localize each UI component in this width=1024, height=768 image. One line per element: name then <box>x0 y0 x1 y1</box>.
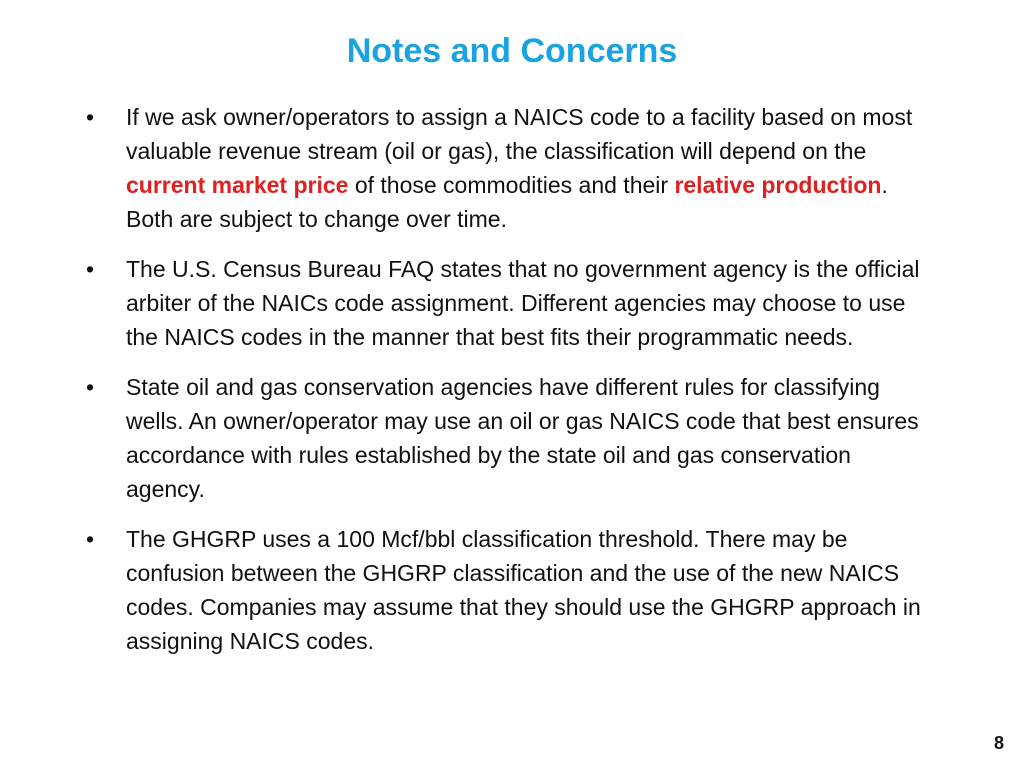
bullet-item <box>86 100 936 236</box>
highlight-current-market-price: current market price <box>126 172 349 198</box>
bullet-text-segment: State oil and gas conservation agencies have different rules for classifying wells. An owner/operator may use an oil or gas NAICS code that best ensures accordance with rules established by the state oil and gas conservation agency. <box>126 374 919 502</box>
bullet-icon: • <box>86 104 95 130</box>
bullet-icon: • <box>86 526 95 552</box>
bullet-item <box>86 370 936 506</box>
bullet-list <box>86 100 936 674</box>
bullet-text-segment: If we ask owner/operators to assign a NAICS code to a facility based on most valuable revenue stream (oil or gas), the classification will depend on the <box>126 104 913 164</box>
bullet-icon: • <box>86 256 95 282</box>
bullet-text-segment: The U.S. Census Bureau FAQ states that no government agency is the official arbiter of the NAICs code assignment. Different agencies may choose to use the NAICS codes in the manner that best fits their programmatic needs. <box>126 256 920 350</box>
bullet-item <box>86 522 936 658</box>
bullet-icon: • <box>86 374 95 400</box>
bullet-text-segment: of those commodities and their <box>348 172 675 198</box>
highlight-relative-production: relative production <box>674 172 882 198</box>
bullet-text-segment: . Both are subject to change over time. <box>126 172 888 232</box>
page-number: 8 <box>993 733 1004 753</box>
bullet-text-segment: The GHGRP uses a 100 Mcf/bbl classification threshold. There may be confusion between the GHGRP classification and the use of the new NAICS codes. Companies may assume that they should use the GHGRP approach in assigning NAICS codes. <box>126 526 921 654</box>
slide-title: Notes and Concerns <box>346 32 678 70</box>
bullet-item <box>86 252 936 354</box>
